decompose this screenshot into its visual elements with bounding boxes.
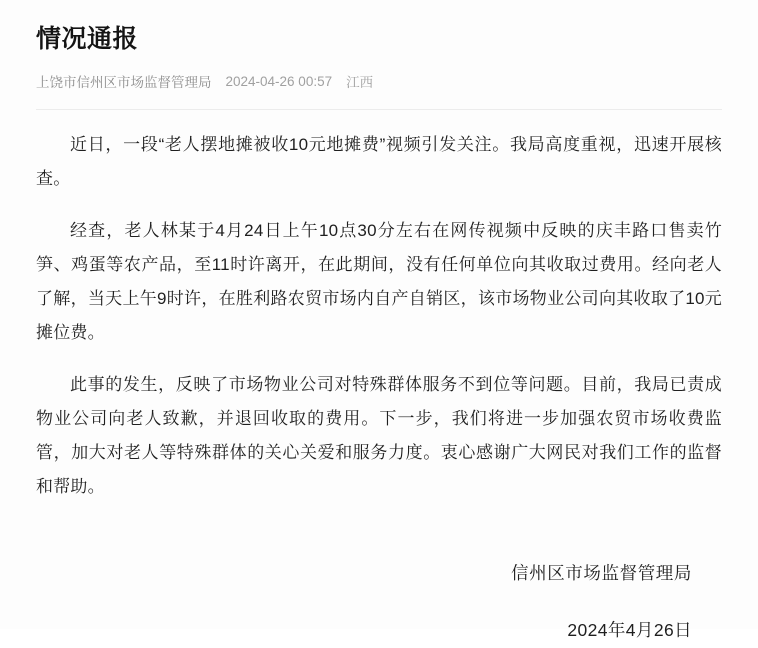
article-body [36,128,722,504]
meta-source: 上饶市信州区市场监督管理局 [36,75,212,90]
article-meta [36,71,722,91]
article-paragraph: 近日，一段“老人摆地摊被收10元地摊费”视频引发关注。我局高度重视，迅速开展核查。 [36,135,722,188]
signature-block [36,556,722,648]
meta-timestamp: 2024-04-26 00:57 [225,73,333,89]
meta-location: 江西 [346,75,374,90]
article-paragraph: 经查，老人林某于4月24日上午10点30分左右在网传视频中反映的庆丰路口售卖竹笋、鸡蛋等农产品，至11时许离开，在此期间，没有任何单位向其收取过费用。经向老人了解，当天上午9时许，在胜利路农贸市场内自产自销区，该市场物业公司向其收取了10元摊位费。 [36,221,722,342]
page-title: 情况通报 [36,25,139,53]
signature-date: 2024年4月26日 [567,620,692,640]
header-divider [36,109,722,110]
article-paragraph: 此事的发生，反映了市场物业公司对特殊群体服务不到位等问题。目前，我局已责成物业公司向老人致歉，并退回收取的费用。下一步，我们将进一步加强农贸市场收费监管，加大对老人等特殊群体的关心关爱和服务力度。衷心感谢广大网民对我们工作的监督和帮助。 [36,375,722,496]
signature-organization: 信州区市场监督管理局 [511,563,692,583]
